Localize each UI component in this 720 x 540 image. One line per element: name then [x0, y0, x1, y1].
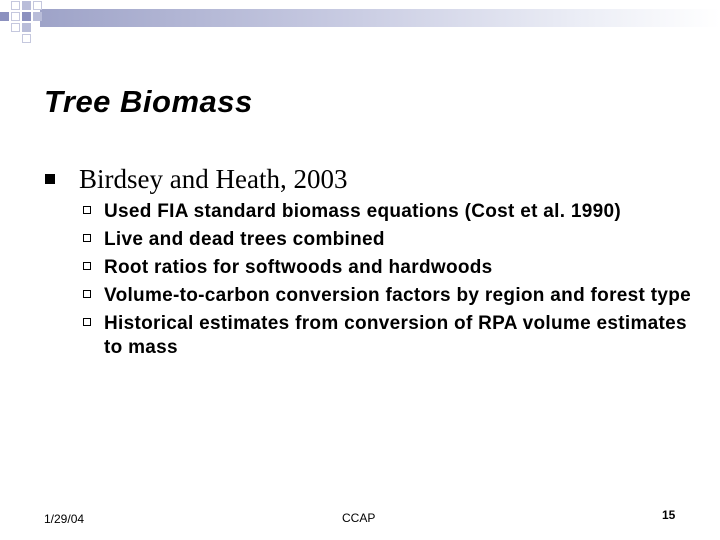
list-item: [83, 228, 703, 252]
list-item: [83, 256, 703, 280]
list-item-text: Volume-to-carbon conversion factors by region and forest type: [104, 285, 691, 306]
main-bullet-text: Birdsey and Heath, 2003: [79, 164, 348, 194]
hollow-square-bullet-icon: [83, 290, 91, 298]
decor-square: [11, 1, 20, 10]
hollow-square-bullet-icon: [83, 206, 91, 214]
hollow-square-bullet-icon: [83, 234, 91, 242]
list-item: [83, 284, 703, 308]
decor-square: [11, 12, 20, 21]
decor-square: [11, 23, 20, 32]
hollow-square-bullet-icon: [83, 318, 91, 326]
list-item-text: Used FIA standard biomass equations (Cost et al. 1990): [104, 201, 622, 222]
decor-square: [22, 1, 31, 10]
decor-square: [33, 12, 42, 21]
header-decoration: [0, 0, 720, 50]
decor-square: [22, 12, 31, 21]
footer-date: 1/29/04: [44, 512, 85, 526]
list-item: [83, 312, 703, 360]
decor-square: [33, 1, 42, 10]
hollow-square-bullet-icon: [83, 262, 91, 270]
sub-bullet-list: [83, 200, 703, 364]
decor-square: [22, 34, 31, 43]
decor-square: [0, 12, 9, 21]
footer-center-text: CCAP: [342, 511, 376, 525]
list-item-text: Root ratios for softwoods and hardwoods: [104, 257, 493, 278]
list-item: [83, 200, 703, 224]
decor-square: [22, 23, 31, 32]
slide-title: Tree Biomass: [44, 84, 253, 119]
list-item-text: Historical estimates from conversion of RPA volume estimates to mass: [104, 313, 687, 358]
list-item-text: Live and dead trees combined: [104, 229, 385, 250]
page-number: 15: [662, 508, 676, 522]
header-gradient-band: [40, 9, 720, 27]
square-bullet-icon: [45, 174, 55, 184]
